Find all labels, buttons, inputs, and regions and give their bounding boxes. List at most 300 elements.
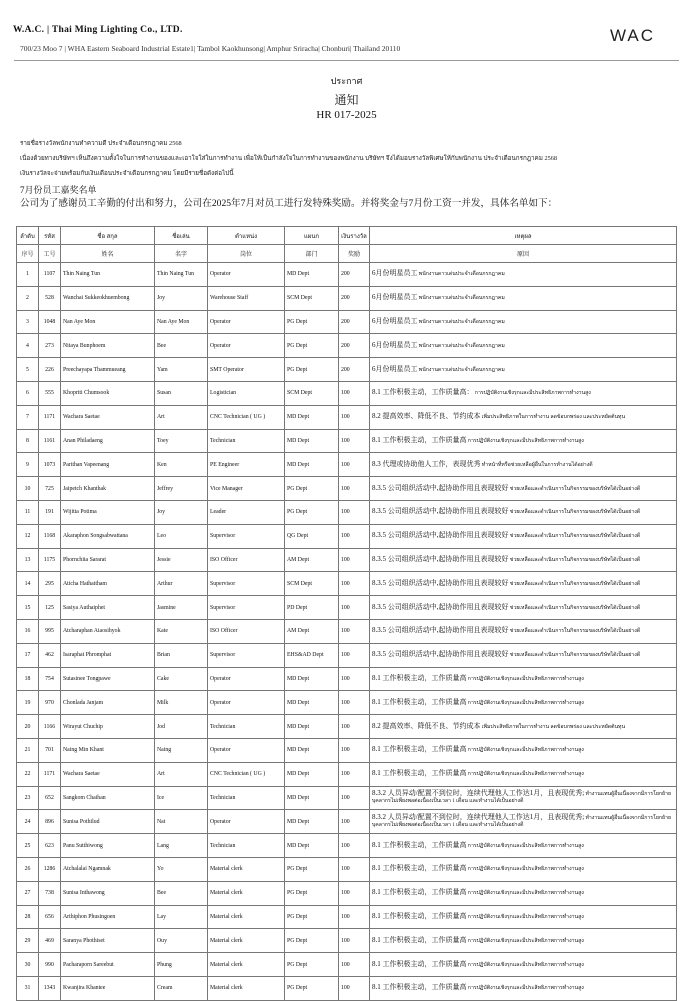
cell-nickname: Jeffrey [155,477,208,501]
cell-amount: 200 [339,263,370,287]
table-row [17,548,677,572]
cell-dept: MD Dept [285,691,339,715]
reason-cn: 8.3 代理或协助他人工作，表现优秀 [372,459,481,468]
cell-reason [370,453,677,477]
col-nick-th: ชื่อเล่น [155,227,208,245]
reason-thai: ทำงานแทนผู้อื่นเนื่องจากมีการโยกย้ายบุคลากรไม่เพียงพอต่อเนื่องเป็นเวลา 1 เดือน และทำงานได้เป็นอย่างดี [372,815,672,829]
cell-position: CNC Technician ( UG ) [208,762,285,786]
cell-reason [370,834,677,858]
reason-thai: ช่วยเหลือและดำเนินการในกิจกรรมของบริษัทได้เป็นอย่างดี [509,652,641,659]
cell-reason [370,548,677,572]
cell-reason [370,905,677,929]
cell-dept: PG Dept [285,500,339,524]
cell-reason [370,762,677,786]
cell-nickname: Milk [155,691,208,715]
cell-amount: 100 [339,857,370,881]
cell-nickname: Joy [155,500,208,524]
reason-cn: 8.1 工作积极主动，工作质量高 [372,673,467,682]
cell-no: 30 [17,953,39,977]
cell-dept: MD Dept [285,810,339,834]
reason-thai: การปฏิบัติงานเชิงรุกและมีประสิทธิภาพการทำงานสูง [467,985,584,992]
cell-id: 701 [39,738,61,762]
cell-dept: PG Dept [285,857,339,881]
header-divider [14,60,679,61]
cell-name: Sunisa Inthawong [61,881,155,905]
cell-id: 896 [39,810,61,834]
notice-title-block [0,74,693,121]
cell-dept: MD Dept [285,429,339,453]
col-id-cn: 工号 [39,245,61,263]
table-row [17,643,677,667]
cell-reason [370,953,677,977]
table-row [17,477,677,501]
table-row [17,286,677,310]
col-id-th: รหัส [39,227,61,245]
cell-position: Operator [208,310,285,334]
header-row-cn [17,245,677,263]
cell-id: 1171 [39,762,61,786]
cell-id: 1073 [39,453,61,477]
reason-thai: ช่วยเหลือและดำเนินการในกิจกรรมของบริษัทได้เป็นอย่างดี [509,533,641,540]
cell-no: 2 [17,286,39,310]
reason-cn: 8.3.5 公司组织活动中,起协助作用且表现较好 [372,483,509,492]
cell-amount: 100 [339,667,370,691]
reason-thai: ช่วยเหลือและดำเนินการในกิจกรรมของบริษัทได้เป็นอย่างดี [509,485,641,492]
cell-position: Technician [208,786,285,810]
table-row [17,572,677,596]
table-row [17,667,677,691]
reason-thai: การปฏิบัติงานเชิงรุกและมีประสิทธิภาพการทำงานสูง [467,771,584,778]
cell-amount: 100 [339,619,370,643]
cell-amount: 100 [339,500,370,524]
cell-amount: 100 [339,381,370,405]
cell-no: 16 [17,619,39,643]
reason-cn: 8.2 提高效率、降低不良、节约成本 [372,412,481,421]
reason-cn: 6月份明星员工 [372,364,418,373]
cell-no: 8 [17,429,39,453]
cell-no: 28 [17,905,39,929]
cell-no: 12 [17,524,39,548]
table-row [17,738,677,762]
cell-no: 15 [17,596,39,620]
cell-nickname: Ouy [155,929,208,953]
cell-reason [370,381,677,405]
cell-name: Nan Aye Mon [61,310,155,334]
cell-position: Operator [208,334,285,358]
table-row [17,453,677,477]
reason-cn: 8.1 工作积极主动，工作质量高 [372,864,467,873]
cell-nickname: Art [155,762,208,786]
cell-reason [370,500,677,524]
cell-id: 652 [39,786,61,810]
cell-name: Parithan Vapeenang [61,453,155,477]
cell-no: 27 [17,881,39,905]
cell-id: 970 [39,691,61,715]
cell-amount: 100 [339,715,370,739]
cell-dept: PG Dept [285,358,339,382]
reason-thai: ช่วยเหลือและดำเนินการในกิจกรรมของบริษัทได้เป็นอย่างดี [509,604,641,611]
reason-cn: 8.3.5 公司组织活动中,起协助作用且表现较好 [372,602,509,611]
cell-nickname: Bee [155,881,208,905]
cell-dept: MD Dept [285,263,339,287]
cell-nickname: Lang [155,834,208,858]
cell-nickname: Art [155,405,208,429]
table-row [17,786,677,810]
cell-dept: EHS&AD Dept [285,643,339,667]
reason-cn: 8.3.5 公司组织活动中,起协助作用且表现较好 [372,626,509,635]
table-row [17,929,677,953]
cell-reason [370,429,677,453]
cell-reason [370,715,677,739]
table-row [17,834,677,858]
cell-position: Warehouse Staff [208,286,285,310]
reason-thai: ช่วยเหลือและดำเนินการในกิจกรรมของบริษัทได้เป็นอย่างดี [509,580,641,587]
cell-id: 1161 [39,429,61,453]
cell-id: 191 [39,500,61,524]
cell-no: 14 [17,572,39,596]
reason-thai: การปฏิบัติงานเชิงรุกและมีประสิทธิภาพการทำงานสูง [467,675,584,682]
cell-nickname: Bee [155,334,208,358]
cell-position: Material clerk [208,976,285,1000]
col-no-th: ลำดับ [17,227,39,245]
cell-name: Saranya Phothiset [61,929,155,953]
cell-dept: PD Dept [285,596,339,620]
cell-no: 25 [17,834,39,858]
cell-position: CNC Technician ( UG ) [208,405,285,429]
cell-reason [370,810,677,834]
table-row [17,691,677,715]
cell-name: Anan Philadaeng [61,429,155,453]
cell-name: Pacharaporn Sareebut [61,953,155,977]
cell-amount: 100 [339,929,370,953]
cell-position: Technician [208,834,285,858]
list-subtitle: 7月份员工嘉奖名单 [20,185,97,195]
cell-amount: 100 [339,572,370,596]
col-no-cn: 序号 [17,245,39,263]
cell-position: Operator [208,738,285,762]
cell-position: Operator [208,667,285,691]
cell-amount: 100 [339,453,370,477]
cell-no: 22 [17,762,39,786]
reason-thai: พนักงานดาวเด่นประจำเดือนกรกฎาคม [418,271,505,278]
cell-id: 1168 [39,524,61,548]
cell-reason [370,857,677,881]
cell-no: 7 [17,405,39,429]
cell-id: 738 [39,881,61,905]
reason-thai: เพิ่มประสิทธิภาพในการทำงาน ลดข้อบกพร่อง และประหยัดต้นทุน [481,414,625,421]
cell-name: Arthiphon Phusingoen [61,905,155,929]
cell-id: 555 [39,381,61,405]
cell-position: Technician [208,429,285,453]
cell-reason [370,667,677,691]
cell-amount: 200 [339,334,370,358]
cell-name: Sunisa Pothilud [61,810,155,834]
cell-amount: 100 [339,596,370,620]
cell-position: SMT Operator [208,358,285,382]
table-row [17,524,677,548]
col-nick-cn: 名字 [155,245,208,263]
reason-cn: 8.1 工作积极主动，工作质量高： [372,388,474,397]
reason-cn: 8.2 提高效率、降低不良、节约成本 [372,721,481,730]
reason-cn: 8.3.2 人员异动/配置不到位时，连续代理他人工作达1月，且表现优秀; [372,789,585,798]
cell-name: Chonlada Janjam [61,691,155,715]
cell-position: Technician [208,715,285,739]
cell-id: 725 [39,477,61,501]
cell-nickname: Ice [155,786,208,810]
cell-nickname: Cake [155,667,208,691]
cell-no: 18 [17,667,39,691]
cell-position: Logistician [208,381,285,405]
reason-cn: 8.1 工作积极主动，工作质量高 [372,840,467,849]
cell-no: 10 [17,477,39,501]
cell-dept: PG Dept [285,976,339,1000]
cell-dept: SCM Dept [285,381,339,405]
cell-dept: MD Dept [285,715,339,739]
cell-no: 4 [17,334,39,358]
cell-amount: 100 [339,405,370,429]
cell-id: 656 [39,905,61,929]
cell-amount: 100 [339,810,370,834]
cell-nickname: Yo [155,857,208,881]
cell-name: Jaipetch Khanthak [61,477,155,501]
table-row [17,857,677,881]
cell-reason [370,738,677,762]
cell-nickname: Yam [155,358,208,382]
intro-paragraph [20,136,557,181]
cell-position: Supervisor [208,643,285,667]
cell-dept: SCM Dept [285,286,339,310]
reason-thai: พนักงานดาวเด่นประจำเดือนกรกฎาคม [418,295,505,302]
cell-amount: 100 [339,976,370,1000]
cell-name: Phornchita Sararat [61,548,155,572]
cell-amount: 100 [339,738,370,762]
reason-thai: การปฏิบัติงานเชิงรุกและมีประสิทธิภาพการทำงานสูง [467,937,584,944]
cell-no: 29 [17,929,39,953]
cell-position: Vice Manager [208,477,285,501]
cell-amount: 100 [339,786,370,810]
cell-name: Khopriti Chumsook [61,381,155,405]
cell-no: 13 [17,548,39,572]
cell-reason [370,524,677,548]
table-row [17,715,677,739]
cell-dept: PG Dept [285,929,339,953]
cell-dept: PG Dept [285,905,339,929]
reason-thai: เพิ่มประสิทธิภาพในการทำงาน ลดข้อบกพร่อง และประหยัดต้นทุน [481,723,625,730]
cell-nickname: Kate [155,619,208,643]
reason-thai: พนักงานดาวเด่นประจำเดือนกรกฎาคม [418,342,505,349]
reason-thai: การปฏิบัติงานเชิงรุกและมีประสิทธิภาพการทำงานสูง [467,866,584,873]
cell-name: Wachara Saetae [61,762,155,786]
table-row [17,810,677,834]
award-table-body [17,263,677,1001]
table-row [17,263,677,287]
cell-dept: MD Dept [285,667,339,691]
cell-no: 19 [17,691,39,715]
reason-thai: ช่วยเหลือและดำเนินการในกิจกรรมของบริษัทได้เป็นอย่างดี [509,556,641,563]
table-row [17,334,677,358]
cell-no: 17 [17,643,39,667]
cell-nickname: Joy [155,286,208,310]
reason-cn: 8.3.5 公司组织活动中,起协助作用且表现较好 [372,578,509,587]
company-name: W.A.C. | Thai Ming Lighting Co., LTD. [13,25,183,35]
cell-nickname: Lay [155,905,208,929]
cell-id: 1166 [39,715,61,739]
cell-position: Operator [208,691,285,715]
table-row [17,619,677,643]
notice-code: HR 017-2025 [316,109,377,121]
cell-no: 9 [17,453,39,477]
cell-nickname: Cream [155,976,208,1000]
cell-name: Atcharaphan Aiaosihyok [61,619,155,643]
reason-thai: พนักงานดาวเด่นประจำเดือนกรกฎาคม [418,318,505,325]
table-row [17,381,677,405]
cell-name: Kwanjira Khantee [61,976,155,1000]
cell-name: Isaraphat Phromphat [61,643,155,667]
cell-name: Wachara Saetae [61,405,155,429]
reason-thai: การปฏิบัติงานเชิงรุกและมีประสิทธิภาพการทำงานสูง [474,390,591,397]
intro-line-3: เงินรางวัลจะจ่ายพร้อมกับเงินเดือนประจำเดือนกรกฎาคม โดยมีรายชื่อดังต่อไปนี้ [20,170,234,177]
reason-thai: การปฏิบัติงานเชิงรุกและมีประสิทธิภาพการทำงานสูง [467,913,584,920]
list-description: 公司为了感谢员工辛勤的付出和努力，公司在2025年7月对员工进行发特殊奖励。并将奖金与7月份工资一并发，具体名单如下： [20,198,558,209]
table-row [17,762,677,786]
cell-nickname: Ken [155,453,208,477]
reason-thai: ทำงานแทนผู้อื่นเนื่องจากมีการโยกย้ายบุคลากรไม่เพียงพอต่อเนื่องเป็นเวลา 1 เดือน และทำงานได้เป็นอย่างดี [372,791,672,805]
cell-nickname: Nat [155,810,208,834]
table-row [17,358,677,382]
cell-position: Material clerk [208,857,285,881]
cell-id: 754 [39,667,61,691]
cell-name: Atchalalai Ngamnak [61,857,155,881]
cell-no: 20 [17,715,39,739]
cell-id: 469 [39,929,61,953]
cell-position: Material clerk [208,905,285,929]
reason-cn: 6月份明星员工 [372,293,418,302]
cell-reason [370,263,677,287]
cell-dept: MD Dept [285,453,339,477]
reason-thai: พนักงานดาวเด่นประจำเดือนกรกฎาคม [418,366,505,373]
cell-id: 1175 [39,548,61,572]
cell-amount: 100 [339,834,370,858]
cell-dept: MD Dept [285,738,339,762]
cell-nickname: Leo [155,524,208,548]
reason-thai: ทำหน้าที่หรือช่วยเหลือผู้อื่นในการทำงานได้อย่างดี [481,461,593,468]
cell-name: Naing Min Khant [61,738,155,762]
cell-nickname: Arthur [155,572,208,596]
cell-dept: PG Dept [285,477,339,501]
cell-id: 1343 [39,976,61,1000]
cell-id: 1107 [39,263,61,287]
cell-position: Material clerk [208,929,285,953]
cell-reason [370,405,677,429]
table-row [17,429,677,453]
reason-cn: 8.3.5 公司组织活动中,起协助作用且表现较好 [372,507,509,516]
table-row [17,953,677,977]
cell-name: Preechayapa Thammueang [61,358,155,382]
reason-cn: 8.1 工作积极主动，工作质量高 [372,697,467,706]
table-row [17,881,677,905]
reason-cn: 8.3.5 公司组织活动中,起协助作用且表现较好 [372,531,509,540]
cell-amount: 100 [339,548,370,572]
cell-id: 1286 [39,857,61,881]
cell-name: Akaraphon Songsabwattana [61,524,155,548]
cell-reason [370,596,677,620]
cell-name: Panu Sutthiwong [61,834,155,858]
cell-name: Nitaya Bunphoem [61,334,155,358]
cell-name: Wanchai Sukkeokhuembong [61,286,155,310]
reason-cn: 8.1 工作积极主动，工作质量高 [372,911,467,920]
cell-position: PE Engineer [208,453,285,477]
cell-no: 23 [17,786,39,810]
cell-position: Supervisor [208,596,285,620]
table-row [17,500,677,524]
reason-cn: 6月份明星员工 [372,316,418,325]
cell-dept: QG Dept [285,524,339,548]
cell-no: 24 [17,810,39,834]
cell-dept: MD Dept [285,762,339,786]
cell-dept: PG Dept [285,334,339,358]
cell-reason [370,334,677,358]
cell-name: Aticha Hathaitham [61,572,155,596]
col-position-cn: 岗位 [208,245,285,263]
cell-id: 623 [39,834,61,858]
intro-line-1: รายชื่อรางวัลพนักงานทำความดี ประจำเดือนกรกฎาคม 2568 [20,140,182,147]
cell-position: ISO Officer [208,548,285,572]
cell-reason [370,286,677,310]
col-name-th: ชื่อ สกุล [61,227,155,245]
cell-position: ISO Officer [208,619,285,643]
cell-dept: AM Dept [285,619,339,643]
cell-nickname: Nan Aye Mon [155,310,208,334]
company-address: 700/23 Moo 7 | WHA Eastern Seaboard Industrial Estate1| Tambol Kaokhunsong| Amphur Sriracha| Chonburi| Thailand 20110 [20,44,401,53]
cell-reason [370,477,677,501]
cell-nickname: Jessie [155,548,208,572]
cell-id: 995 [39,619,61,643]
cell-id: 528 [39,286,61,310]
reason-thai: การปฏิบัติงานเชิงรุกและมีประสิทธิภาพการทำงานสูง [467,890,584,897]
cell-no: 26 [17,857,39,881]
reason-thai: ช่วยเหลือและดำเนินการในกิจกรรมของบริษัทได้เป็นอย่างดี [509,509,641,516]
header-row-thai [17,227,677,245]
cell-amount: 100 [339,643,370,667]
cell-dept: MD Dept [285,786,339,810]
cell-nickname: Phung [155,953,208,977]
reason-cn: 8.1 工作积极主动，工作质量高 [372,745,467,754]
cell-dept: PG Dept [285,881,339,905]
table-row [17,310,677,334]
cell-amount: 200 [339,358,370,382]
cell-nickname: Susan [155,381,208,405]
cell-nickname: Jasmine [155,596,208,620]
cell-position: Operator [208,810,285,834]
intro-line-2: เนื่องด้วยทางบริษัทฯ เห็นถึงความตั้งใจในการทำงานของและเอาใจใส่ในการทำงาน เพื่อให้เป็นกำลังใจในการทำงานของพนักงาน บริษัทฯ จึงได้มอบรางวัลพิเศษให้กับพนักงาน ประจำเดือนกรกฎาคม 2568 [20,155,558,162]
cell-amount: 100 [339,881,370,905]
cell-no: 21 [17,738,39,762]
cell-dept: PG Dept [285,953,339,977]
col-amount-th: เงินรางวัล [339,227,370,245]
col-amount-cn: 奖励 [339,245,370,263]
reason-thai: การปฏิบัติงานเชิงรุกและมีประสิทธิภาพการทำงานสูง [467,437,584,444]
cell-amount: 100 [339,524,370,548]
col-reason-cn: 原因 [370,245,677,263]
cell-id: 1048 [39,310,61,334]
cell-no: 6 [17,381,39,405]
cell-amount: 100 [339,762,370,786]
reason-cn: 8.1 工作积极主动，工作质量高 [372,888,467,897]
reason-cn: 6月份明星员工 [372,269,418,278]
col-name-cn: 姓名 [61,245,155,263]
cell-dept: AM Dept [285,548,339,572]
reason-cn: 8.3.2 人员异动/配置不到位时，连续代理他人工作达1月，且表现优秀; [372,813,585,822]
